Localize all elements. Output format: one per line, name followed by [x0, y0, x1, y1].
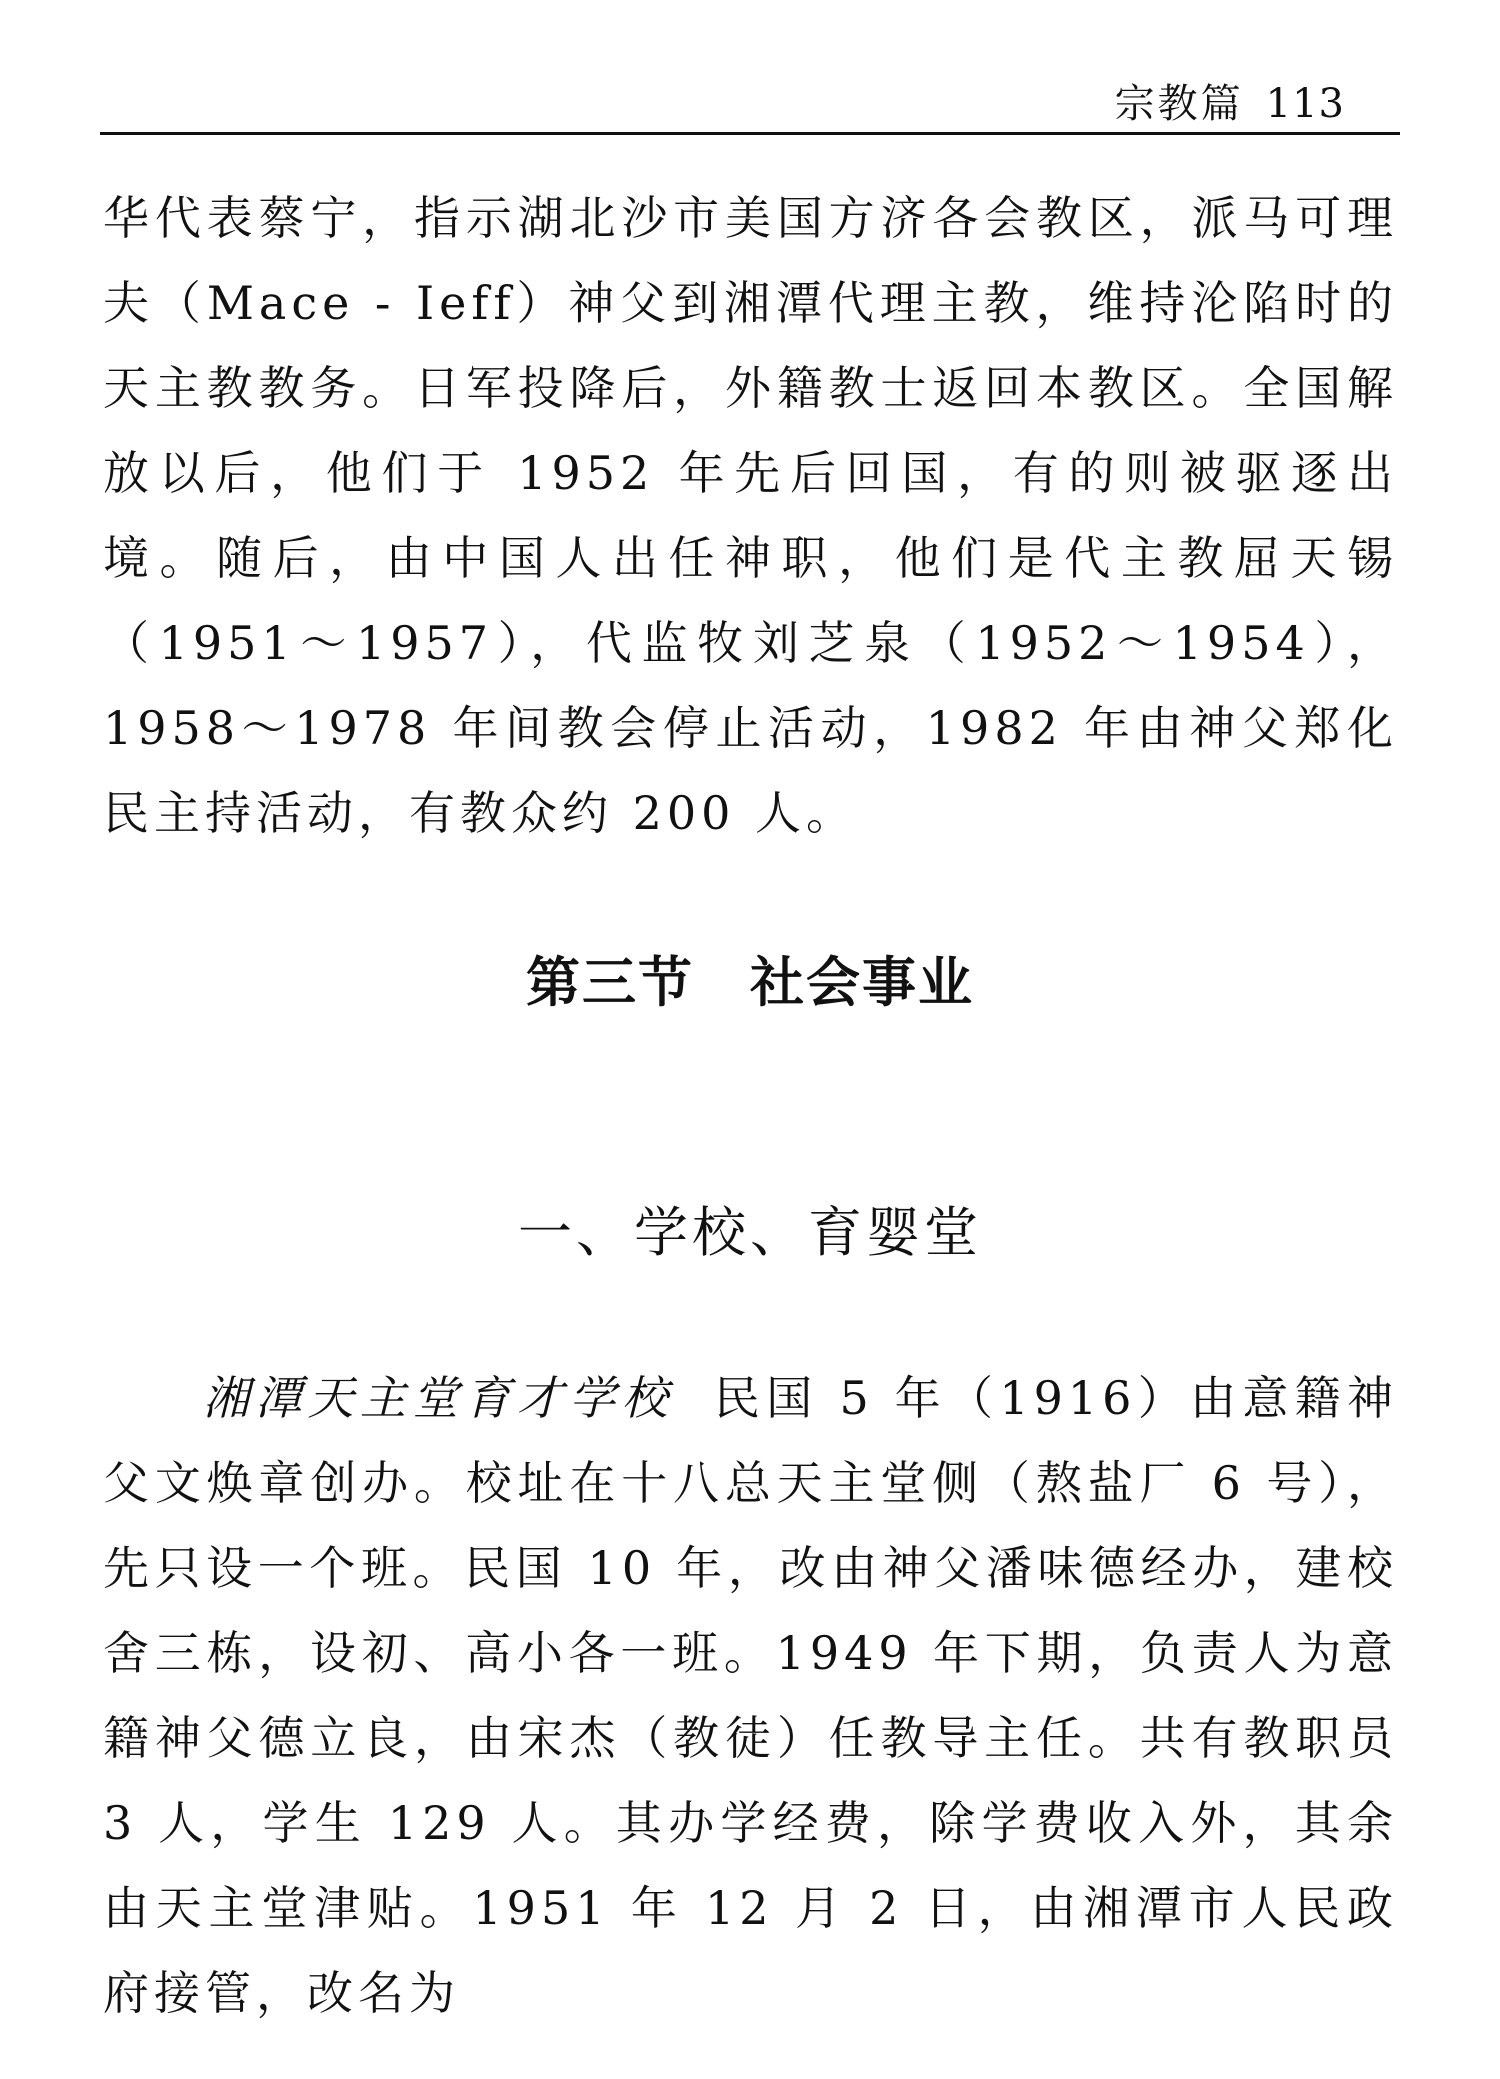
section-title: 第三节 社会事业 [526, 951, 974, 1014]
page-number: 113 [1265, 81, 1345, 127]
subsection-title: 一、学校、育婴堂 [518, 1201, 982, 1264]
header-section-title: 宗教篇 [1114, 81, 1244, 127]
running-header [100, 64, 1400, 127]
run-in-heading: 湘潭天主堂育才学校 [203, 1371, 674, 1425]
header-text [1115, 72, 1345, 129]
body-paragraph-2 [103, 1356, 1398, 2046]
body-paragraph-1: 华代表蔡宁，指示湖北沙市美国方济各会教区，派马可理夫（Mace - Ieff）神父到湘潭代理主教，维持沦陷时的天主教教务。日军投降后，外籍教士返回本教区。全国解放以后，他们于 1952 年先后回国，有的则被驱逐出境。随后，由中国人出任神职，他们是代主教屈天锡（1951～1957），代监牧刘芝泉（1952～1954），1958～1978 年间教会停止活动，1982 年由神父郑化民主持活动，有教众约 200 人。 [103, 191, 1398, 840]
body-paragraph-2-text: 民国 5 年（1916）由意籍神父文焕章创办。校址在十八总天主堂侧（熬盐厂 6 号），先只设一个班。民国 10 年，改由神父潘味德经办，建校舍三栋，设初、高小各一班。1949 年下期，负责人为意籍神父德立良，由宋杰（教徒）任教导主任。共有教职员 3 人，学生 129 人。其办学经费，除学费收入外，其余由天主堂津贴。1951 年 12 月 2 日，由湘潭市人民政府接管，改名为 [103, 1371, 1398, 2020]
header-rule [100, 132, 1400, 135]
